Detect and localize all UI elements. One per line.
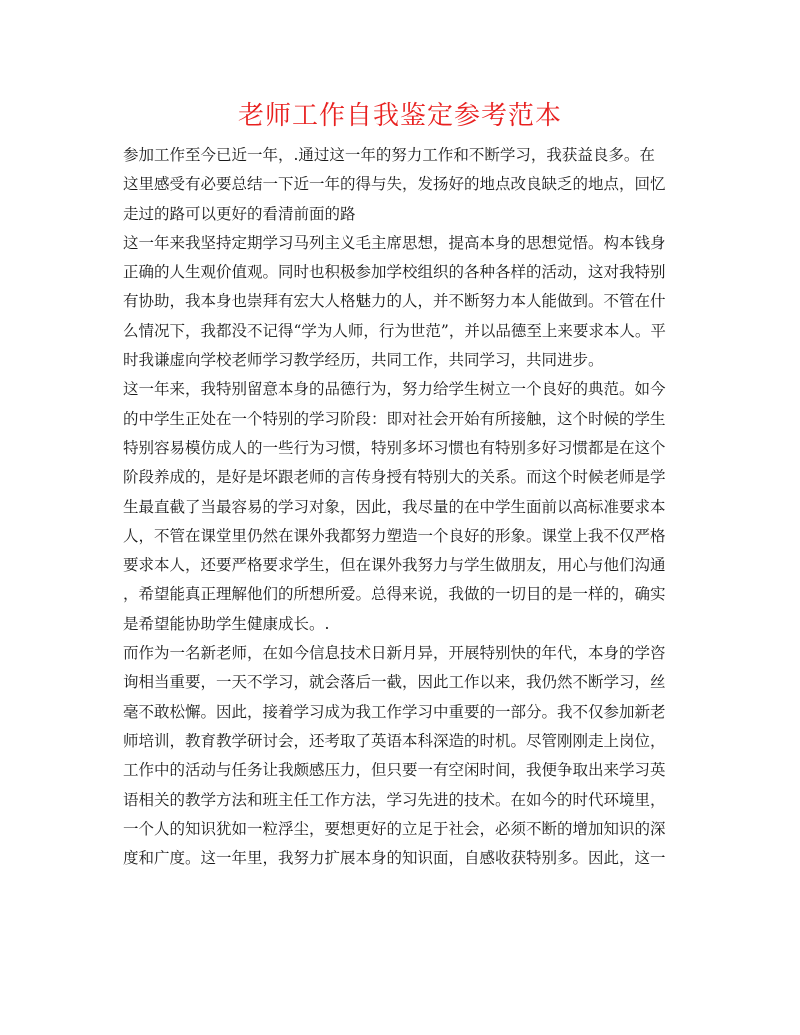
body-line: 时我谦虚向学校老师学习教学经历，共同工作，共同学习，共同进步。 <box>123 351 604 370</box>
body-line: ，希望能真正理解他们的所想所爱。总得来说，我做的一切目的是一样的，确实 <box>123 585 666 604</box>
body-line: 生最直截了当最容易的学习对象，因此，我尽量的在中学生面前以高标准要求本 <box>123 497 666 516</box>
body-line: 而作为一名新老师，在如今信息技术日新月异，开展特别快的年代，本身的学咨 <box>123 644 666 663</box>
body-line: 的中学生正处在一个特别的学习阶段：即对社会开始有所接触，这个时候的学生 <box>123 409 666 428</box>
body-line: 特别容易模仿成人的一些行为习惯，特别多坏习惯也有特别多好习惯都是在这个 <box>123 438 666 457</box>
body-line: 度和广度。这一年里，我努力扩展本身的知识面，自感收获特别多。因此，这一 <box>123 849 666 868</box>
body-line: 语相关的教学方法和班主任工作方法，学习先进的技术。在如今的时代环境里， <box>123 790 666 809</box>
body-line: 这一年来，我特别留意本身的品德行为，努力给学生树立一个良好的典范。如今 <box>123 380 666 399</box>
body-line: 毫不敢松懈。因此，接着学习成为我工作学习中重要的一部分。我不仅参加新老 <box>123 702 666 721</box>
body-line: 这里感受有必要总结一下近一年的得与失，发扬好的地点改良缺乏的地点，回忆 <box>123 175 666 194</box>
body-line: 要求本人，还要严格要求学生，但在课外我努力与学生做朋友，用心与他们沟通 <box>123 556 666 575</box>
body-line: 么情况下，我都没不记得“学为人师，行为世范”，并以品德至上来要求本人。平 <box>123 321 666 340</box>
body-line: 师培训，教育教学研讨会，还考取了英语本科深造的时机。尽管刚刚走上岗位， <box>123 731 666 750</box>
body-line: 这一年来我坚持定期学习马列主义毛主席思想，提高本身的思想觉悟。构本钱身 <box>123 233 666 252</box>
body-line: 走过的路可以更好的看清前面的路 <box>123 204 356 223</box>
body-line: 询相当重要，一天不学习，就会落后一截，因此工作以来，我仍然不断学习，丝 <box>123 673 666 692</box>
document-title: 老师工作自我鉴定参考范本 <box>237 101 562 131</box>
body-line: 阶段养成的，是好是坏跟老师的言传身授有特别大的关系。而这个时候老师是学 <box>123 468 666 487</box>
body-line: 一个人的知识犹如一粒浮尘，要想更好的立足于社会，必须不断的增加知识的深 <box>123 819 666 838</box>
document-body <box>123 141 679 873</box>
body-line: 正确的人生观价值观。同时也积极参加学校组织的各种各样的活动，这对我特别 <box>123 263 666 282</box>
body-line: 参加工作至今已近一年，.通过这一年的努力工作和不断学习，我获益良多。在 <box>123 146 655 164</box>
body-line: 有协助，我本身也崇拜有宏大人格魅力的人，并不断努力本人能做到。不管在什 <box>123 292 666 311</box>
body-line: 是希望能协助学生健康成长。. <box>123 614 330 633</box>
body-line: 人，不管在课堂里仍然在课外我都努力塑造一个良好的形象。课堂上我不仅严格 <box>123 526 666 545</box>
body-line: 工作中的活动与任务让我颇感压力，但只要一有空闲时间，我便争取出来学习英 <box>123 761 666 780</box>
